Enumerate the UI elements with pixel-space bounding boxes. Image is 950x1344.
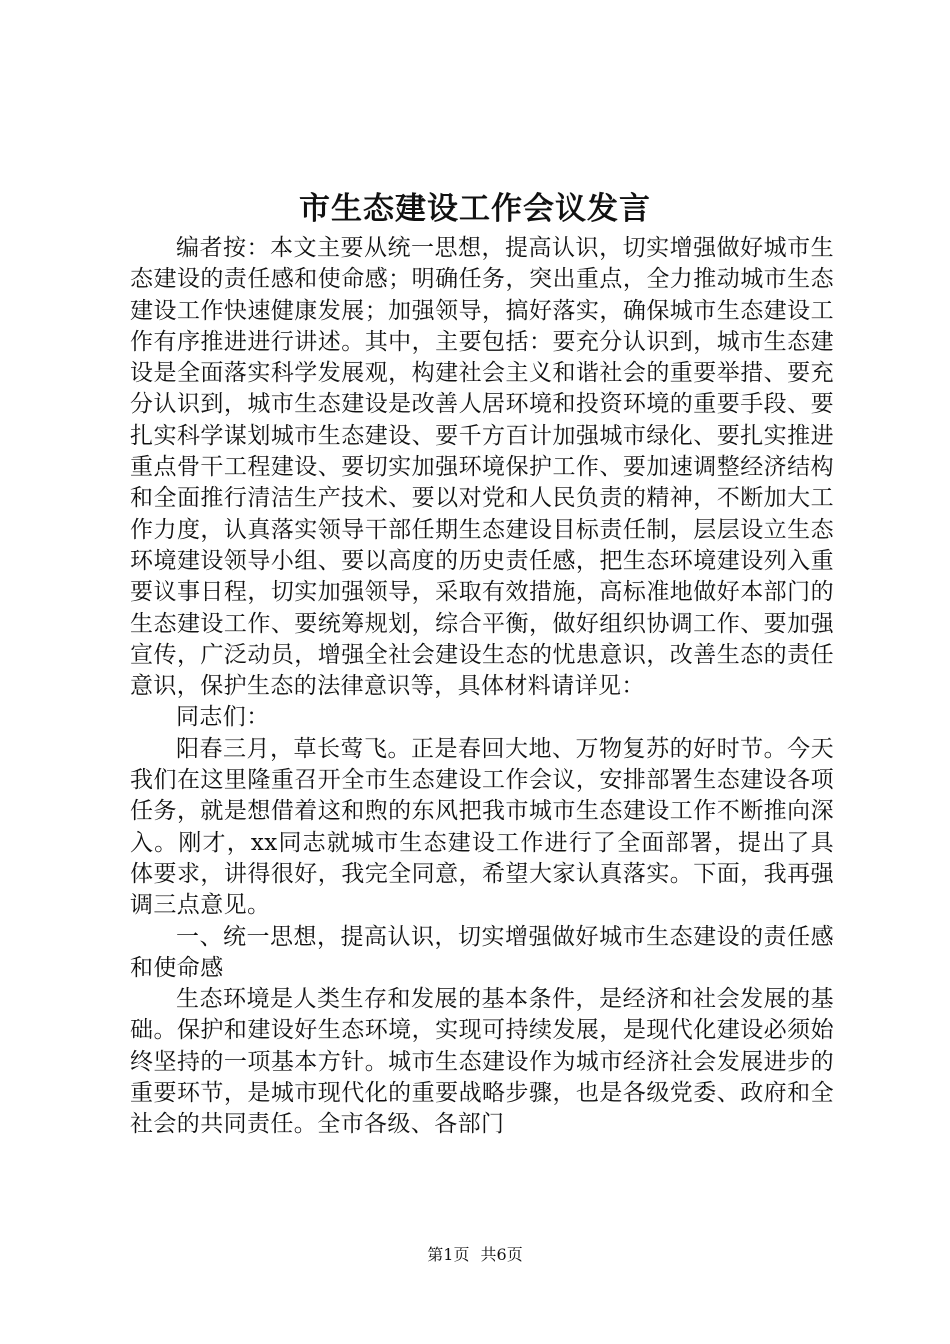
- document-title: 市生态建设工作会议发言: [299, 191, 651, 227]
- salutation-paragraph: 同志们：: [176, 704, 270, 731]
- opening-paragraph: 阳春三月，草长莺飞。正是春回大地、万物复苏的好时节。今天我们在这里隆重召开全市生态建设工作会议，安排部署生态建设各项任务，就是想借着这和煦的东风把我市城市生态建设工作不断推向深入。刚才，xx同志就城市生态建设工作进行了全面部署，提出了具体要求，讲得很好，我完全同意，希望大家认真落实。下面，我再强调三点意见。: [130, 735, 834, 919]
- section-1-paragraph: 生态环境是人类生存和发展的基本条件，是经济和社会发展的基础。保护和建设好生态环境，实现可持续发展，是现代化建设必须始终坚持的一项基本方针。城市生态建设作为城市经济社会发展进步的重要环节，是城市现代化的重要战略步骤，也是各级党委、政府和全社会的共同责任。全市各级、各部门: [130, 986, 834, 1138]
- section-heading-1: 一、统一思想，提高认识，切实增强做好城市生态建设的责任感和使命感: [130, 923, 834, 981]
- page-number: 第1页: [427, 1245, 470, 1264]
- page-footer: [0, 1244, 950, 1266]
- document-body: [130, 233, 834, 1141]
- editor-note-paragraph: 编者按：本文主要从统一思想，提高认识，切实增强做好城市生态建设的责任感和使命感；明确任务，突出重点，全力推动城市生态建设工作快速健康发展；加强领导，搞好落实，确保城市生态建设工作有序推进进行讲述。其中，主要包括：要充分认识到，城市生态建设是全面落实科学发展观，构建社会主义和谐社会的重要举措、要充分认识到，城市生态建设是改善人居环境和投资环境的重要手段、要扎实科学谋划城市生态建设、要千方百计加强城市绿化、要扎实推进重点骨干工程建设、要切实加强环境保护工作、要加速调整经济结构和全面推行清洁生产技术、要以对党和人民负责的精神，不断加大工作力度，认真落实领导干部任期生态建设目标责任制，层层设立生态环境建设领导小组、要以高度的历史责任感，把生态环境建设列入重要议事日程，切实加强领导，采取有效措施，高标准地做好本部门的生态建设工作、要统筹规划，综合平衡，做好组织协调工作、要加强宣传，广泛动员，增强全社会建设生态的忧患意识，改善生态的责任意识，保护生态的法律意识等，具体材料请详见：: [130, 235, 834, 700]
- page-total: 共6页: [480, 1245, 523, 1264]
